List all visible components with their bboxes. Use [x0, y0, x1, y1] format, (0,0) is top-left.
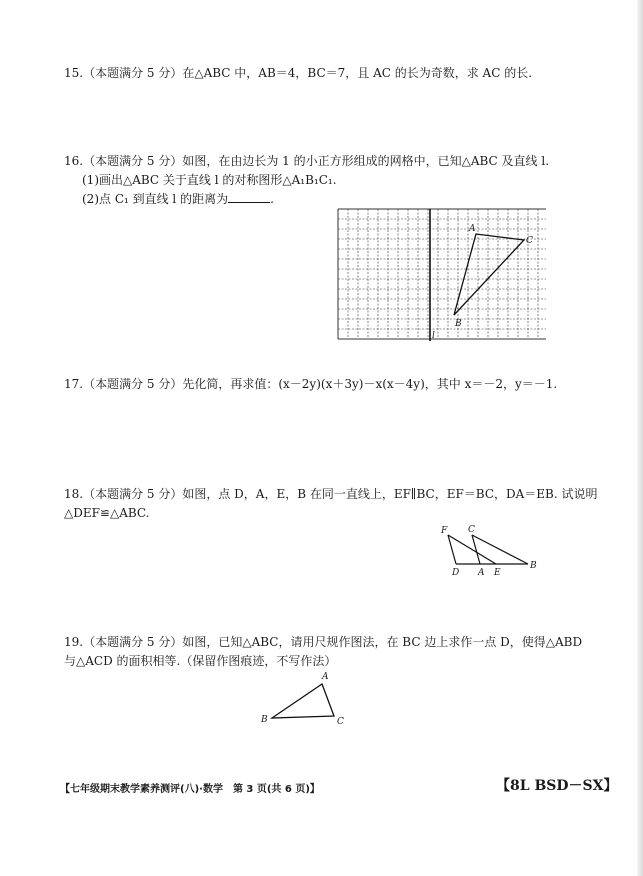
problem-19-stem: 19.（本题满分 5 分）如图，已知△ABC，请用尺规作图法，在 BC 边上求作一点 D，使得△ABD	[64, 635, 583, 649]
figure-18	[436, 520, 540, 580]
figure-19	[258, 668, 354, 730]
problem-18	[64, 485, 598, 523]
problem-16	[64, 152, 549, 209]
label-f: F	[441, 526, 448, 536]
problem-16-part-2-text: (2)点 C₁ 到直线 l 的距离为	[82, 192, 229, 206]
label-c: C	[337, 717, 344, 727]
problem-17-text: 17.（本题满分 5 分）先化简，再求值：(x－2y)(x＋3y)－x(x－4y)，其中 x＝－2，y＝－1.	[64, 377, 558, 391]
problem-17	[64, 375, 557, 394]
problem-19	[64, 633, 582, 671]
grid-figure	[336, 207, 546, 343]
problem-18-stem: 18.（本题满分 5 分）如图，点 D，A，E，B 在同一直线上，EF∥BC，EF＝BC，DA＝EB. 试说明	[64, 487, 598, 501]
label-a: A	[469, 224, 476, 234]
problem-19-stem-2: 与△ACD 的面积相等.（保留作图痕迹，不写作法）	[64, 654, 337, 668]
grid-lines	[338, 209, 546, 339]
label-b: B	[530, 561, 537, 571]
label-a: A	[478, 568, 485, 578]
problem-16-stem: 16.（本题满分 5 分）如图，在由边长为 1 的小正方形组成的网格中，已知△ABC 及直线 l.	[64, 154, 550, 168]
segment-ac	[472, 535, 480, 564]
triangle-abc	[272, 684, 334, 718]
problem-18-stem-2: △DEF≌△ABC.	[64, 506, 150, 520]
label-b: B	[261, 715, 268, 725]
footer-paper-code: 【8L BSD－SX】	[496, 778, 618, 794]
page-edge-shadow	[637, 0, 643, 876]
problem-15-text: 15.（本题满分 5 分）在△ABC 中，AB＝4，BC＝7，且 AC 的长为奇数，求 AC 的长.	[64, 66, 533, 80]
label-e: E	[494, 568, 501, 578]
triangle-abc	[454, 234, 524, 315]
problem-15	[64, 64, 532, 83]
problem-16-part-1: (1)画出△ABC 关于直线 l 的对称图形△A₁B₁C₁.	[82, 173, 337, 187]
label-c: C	[526, 236, 533, 246]
segment-cb	[472, 535, 528, 564]
problem-16-part-2-end: .	[270, 192, 274, 206]
label-b: B	[455, 319, 462, 329]
label-a: A	[322, 672, 329, 682]
label-c: C	[468, 525, 475, 535]
label-l: l	[432, 331, 435, 341]
answer-blank[interactable]	[228, 191, 270, 203]
label-d: D	[452, 568, 460, 578]
footer-page-info: 【七年级期末教学素养测评(八)·数学 第 3 页(共 6 页)】	[60, 784, 320, 795]
